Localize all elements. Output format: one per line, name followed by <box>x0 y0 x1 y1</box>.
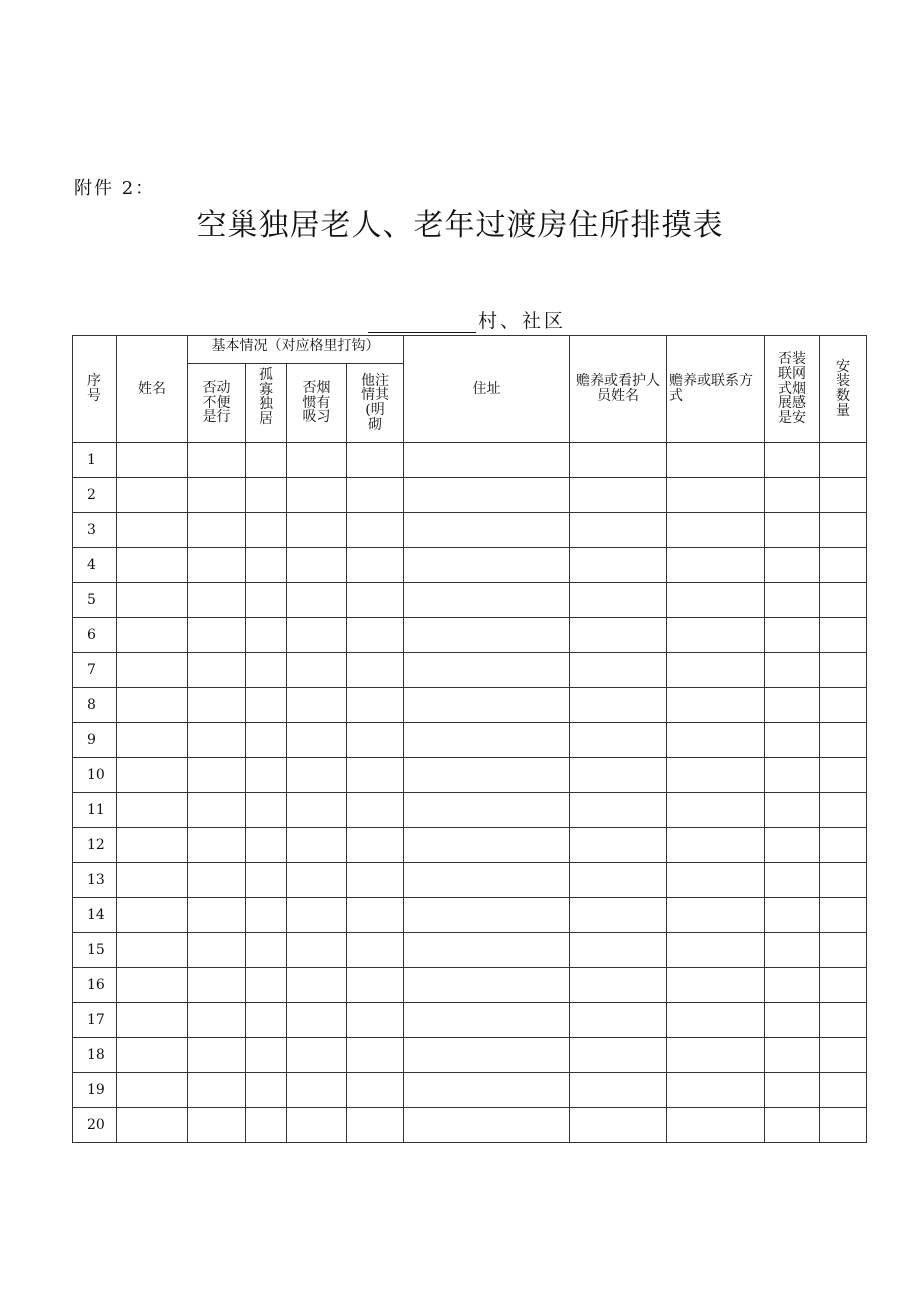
table-cell[interactable] <box>570 968 667 1003</box>
table-cell[interactable] <box>347 548 404 583</box>
header-address: 住址 <box>404 336 570 443</box>
row-number: 13 <box>73 863 117 898</box>
table-cell[interactable] <box>117 968 188 1003</box>
table-cell[interactable] <box>765 618 820 653</box>
table-cell[interactable] <box>188 548 246 583</box>
table-cell[interactable] <box>404 653 570 688</box>
table-cell[interactable] <box>570 618 667 653</box>
table-cell[interactable] <box>820 688 867 723</box>
table-cell[interactable] <box>246 828 287 863</box>
table-row <box>73 828 867 863</box>
table-row <box>73 758 867 793</box>
table-cell[interactable] <box>667 443 765 478</box>
table-cell[interactable] <box>820 968 867 1003</box>
table-cell[interactable] <box>287 968 347 1003</box>
header-other: 他注情其(明砌 <box>347 364 404 443</box>
table-cell[interactable] <box>820 653 867 688</box>
table-cell[interactable] <box>347 933 404 968</box>
table-cell[interactable] <box>188 513 246 548</box>
row-number: 18 <box>73 1038 117 1073</box>
row-number: 2 <box>73 478 117 513</box>
table-cell[interactable] <box>404 828 570 863</box>
table-cell[interactable] <box>117 653 188 688</box>
table-cell[interactable] <box>246 443 287 478</box>
table-cell[interactable] <box>404 618 570 653</box>
table-cell[interactable] <box>347 898 404 933</box>
table-cell[interactable] <box>287 548 347 583</box>
table-cell[interactable] <box>287 583 347 618</box>
table-cell[interactable] <box>188 443 246 478</box>
table-cell[interactable] <box>667 1108 765 1143</box>
table-cell[interactable] <box>404 1038 570 1073</box>
table-row <box>73 1073 867 1108</box>
table-cell[interactable] <box>570 723 667 758</box>
table-row <box>73 723 867 758</box>
table-cell[interactable] <box>347 1108 404 1143</box>
row-number: 6 <box>73 618 117 653</box>
table-row <box>73 863 867 898</box>
table-cell[interactable] <box>667 478 765 513</box>
table-cell[interactable] <box>188 653 246 688</box>
table-cell[interactable] <box>246 548 287 583</box>
table-cell[interactable] <box>117 863 188 898</box>
table-cell[interactable] <box>188 1038 246 1073</box>
row-number: 19 <box>73 1073 117 1108</box>
table-cell[interactable] <box>287 1038 347 1073</box>
table-cell[interactable] <box>347 618 404 653</box>
table-cell[interactable] <box>188 793 246 828</box>
table-cell[interactable] <box>404 758 570 793</box>
table-cell[interactable] <box>570 548 667 583</box>
table-cell[interactable] <box>765 723 820 758</box>
table-cell[interactable] <box>765 863 820 898</box>
row-number: 5 <box>73 583 117 618</box>
table-cell[interactable] <box>667 513 765 548</box>
table-cell[interactable] <box>667 828 765 863</box>
table-cell[interactable] <box>246 1073 287 1108</box>
header-smoking: 否烟惯有吸习 <box>287 364 347 443</box>
table-cell[interactable] <box>404 723 570 758</box>
table-cell[interactable] <box>246 898 287 933</box>
table-cell[interactable] <box>404 1073 570 1108</box>
table-cell[interactable] <box>570 653 667 688</box>
table-cell[interactable] <box>117 898 188 933</box>
table-cell[interactable] <box>765 583 820 618</box>
header-name: 姓名 <box>117 336 188 443</box>
row-number: 7 <box>73 653 117 688</box>
table-cell[interactable] <box>765 688 820 723</box>
table-cell[interactable] <box>347 478 404 513</box>
table-cell[interactable] <box>765 968 820 1003</box>
page-title: 空巢独居老人、老年过渡房住所排摸表 <box>196 208 724 243</box>
table-cell[interactable] <box>347 583 404 618</box>
row-number: 11 <box>73 793 117 828</box>
table-cell[interactable] <box>570 793 667 828</box>
table-cell[interactable] <box>820 1108 867 1143</box>
table-row <box>73 1003 867 1038</box>
table-cell[interactable] <box>820 513 867 548</box>
table-cell[interactable] <box>287 723 347 758</box>
table-cell[interactable] <box>667 863 765 898</box>
row-number: 4 <box>73 548 117 583</box>
table-cell[interactable] <box>570 933 667 968</box>
table-row <box>73 898 867 933</box>
table-cell[interactable] <box>404 1108 570 1143</box>
table-row <box>73 688 867 723</box>
row-number: 8 <box>73 688 117 723</box>
table-cell[interactable] <box>347 793 404 828</box>
header-mobility: 否动不便是行 <box>188 364 246 443</box>
table-cell[interactable] <box>570 1003 667 1038</box>
table-cell[interactable] <box>570 478 667 513</box>
table-cell[interactable] <box>570 443 667 478</box>
table-cell[interactable] <box>820 478 867 513</box>
table-cell[interactable] <box>117 443 188 478</box>
table-cell[interactable] <box>287 513 347 548</box>
table-cell[interactable] <box>820 618 867 653</box>
table-cell[interactable] <box>287 793 347 828</box>
table-cell[interactable] <box>188 968 246 1003</box>
table-cell[interactable] <box>117 828 188 863</box>
table-cell[interactable] <box>404 1003 570 1038</box>
table-cell[interactable] <box>246 583 287 618</box>
table-cell[interactable] <box>246 723 287 758</box>
table-cell[interactable] <box>347 513 404 548</box>
table-cell[interactable] <box>117 478 188 513</box>
table-cell[interactable] <box>117 793 188 828</box>
row-number: 16 <box>73 968 117 1003</box>
table-row <box>73 653 867 688</box>
row-number: 9 <box>73 723 117 758</box>
header-contact: 赡养或联系方式 <box>667 336 765 443</box>
table-cell[interactable] <box>347 443 404 478</box>
table-cell[interactable] <box>667 723 765 758</box>
table-cell[interactable] <box>820 828 867 863</box>
table-cell[interactable] <box>820 443 867 478</box>
table-cell[interactable] <box>347 1038 404 1073</box>
table-cell[interactable] <box>246 513 287 548</box>
table-cell[interactable] <box>117 1003 188 1038</box>
table-cell[interactable] <box>765 1108 820 1143</box>
attachment-label: 附件 2： <box>74 178 156 199</box>
table-cell[interactable] <box>765 828 820 863</box>
table-cell[interactable] <box>570 1108 667 1143</box>
table-cell[interactable] <box>667 758 765 793</box>
table-cell[interactable] <box>404 863 570 898</box>
table-cell[interactable] <box>820 1038 867 1073</box>
table-cell[interactable] <box>667 1073 765 1108</box>
table-cell[interactable] <box>246 653 287 688</box>
row-number: 17 <box>73 1003 117 1038</box>
table-cell[interactable] <box>765 933 820 968</box>
table-cell[interactable] <box>188 1073 246 1108</box>
table-cell[interactable] <box>287 688 347 723</box>
table-cell[interactable] <box>667 688 765 723</box>
table-cell[interactable] <box>117 688 188 723</box>
table-cell[interactable] <box>117 1073 188 1108</box>
table-cell[interactable] <box>117 933 188 968</box>
table-cell[interactable] <box>765 1038 820 1073</box>
row-number: 20 <box>73 1108 117 1143</box>
table-cell[interactable] <box>188 723 246 758</box>
table-cell[interactable] <box>820 933 867 968</box>
header-caregiver: 赡养或看护人员姓名 <box>570 336 667 443</box>
table-row <box>73 793 867 828</box>
table-cell[interactable] <box>246 688 287 723</box>
table-cell[interactable] <box>246 758 287 793</box>
table-cell[interactable] <box>287 828 347 863</box>
table-cell[interactable] <box>667 968 765 1003</box>
table-cell[interactable] <box>287 618 347 653</box>
table-cell[interactable] <box>820 758 867 793</box>
table-cell[interactable] <box>246 478 287 513</box>
table-row <box>73 1108 867 1143</box>
table-cell[interactable] <box>765 1073 820 1108</box>
table-cell[interactable] <box>404 898 570 933</box>
table-cell[interactable] <box>667 933 765 968</box>
table-cell[interactable] <box>667 583 765 618</box>
table-cell[interactable] <box>188 1108 246 1143</box>
row-number: 1 <box>73 443 117 478</box>
table-cell[interactable] <box>820 793 867 828</box>
table-cell[interactable] <box>287 758 347 793</box>
table-cell[interactable] <box>347 1073 404 1108</box>
table-cell[interactable] <box>570 688 667 723</box>
table-cell[interactable] <box>117 548 188 583</box>
table-cell[interactable] <box>246 968 287 1003</box>
table-cell[interactable] <box>287 1003 347 1038</box>
table-cell[interactable] <box>188 478 246 513</box>
table-cell[interactable] <box>117 1038 188 1073</box>
table-cell[interactable] <box>287 933 347 968</box>
table-cell[interactable] <box>404 968 570 1003</box>
table-cell[interactable] <box>404 583 570 618</box>
table-cell[interactable] <box>570 1038 667 1073</box>
row-number: 12 <box>73 828 117 863</box>
table-cell[interactable] <box>246 1108 287 1143</box>
header-basic-group: 基本情况（对应格里打钩） <box>188 336 404 364</box>
table-cell[interactable] <box>246 863 287 898</box>
village-blank[interactable] <box>368 312 476 333</box>
table-cell[interactable] <box>765 443 820 478</box>
table-cell[interactable] <box>570 758 667 793</box>
table-row <box>73 478 867 513</box>
table-row <box>73 583 867 618</box>
table-cell[interactable] <box>287 1108 347 1143</box>
header-index: 序号 <box>73 336 117 443</box>
table-cell[interactable] <box>404 688 570 723</box>
table-cell[interactable] <box>765 1003 820 1038</box>
table-cell[interactable] <box>820 1073 867 1108</box>
table-cell[interactable] <box>765 478 820 513</box>
header-alone: 孤寡独居 <box>246 364 287 443</box>
table-cell[interactable] <box>404 548 570 583</box>
table-cell[interactable] <box>667 898 765 933</box>
row-number: 10 <box>73 758 117 793</box>
header-install-count: 安装数量 <box>820 336 867 443</box>
table-cell[interactable] <box>667 548 765 583</box>
table-cell[interactable] <box>820 898 867 933</box>
table-row <box>73 933 867 968</box>
table-cell[interactable] <box>667 793 765 828</box>
table-cell[interactable] <box>765 548 820 583</box>
table-cell[interactable] <box>188 933 246 968</box>
table-cell[interactable] <box>246 1003 287 1038</box>
table-cell[interactable] <box>287 653 347 688</box>
village-line <box>368 306 566 333</box>
table-cell[interactable] <box>188 758 246 793</box>
table-cell[interactable] <box>570 583 667 618</box>
table-cell[interactable] <box>188 1003 246 1038</box>
table-cell[interactable] <box>117 723 188 758</box>
table-cell[interactable] <box>287 898 347 933</box>
table-row <box>73 968 867 1003</box>
header-smoke-alarm: 否装联网式烟展感是安 <box>765 336 820 443</box>
table-cell[interactable] <box>246 933 287 968</box>
table-cell[interactable] <box>287 863 347 898</box>
table-cell[interactable] <box>667 1038 765 1073</box>
table-cell[interactable] <box>667 618 765 653</box>
table-cell[interactable] <box>765 793 820 828</box>
table-row <box>73 618 867 653</box>
table-cell[interactable] <box>188 688 246 723</box>
table-cell[interactable] <box>570 513 667 548</box>
survey-table <box>72 335 867 1143</box>
village-suffix: 村、社区 <box>478 310 567 332</box>
table-cell[interactable] <box>246 793 287 828</box>
table-cell[interactable] <box>117 1108 188 1143</box>
table-cell[interactable] <box>404 478 570 513</box>
table-cell[interactable] <box>765 898 820 933</box>
table-cell[interactable] <box>347 723 404 758</box>
table-cell[interactable] <box>287 443 347 478</box>
table-cell[interactable] <box>188 828 246 863</box>
table-cell[interactable] <box>820 583 867 618</box>
table-cell[interactable] <box>820 1003 867 1038</box>
table-cell[interactable] <box>570 1073 667 1108</box>
table-cell[interactable] <box>188 618 246 653</box>
table-cell[interactable] <box>404 933 570 968</box>
table-cell[interactable] <box>820 863 867 898</box>
table-cell[interactable] <box>246 618 287 653</box>
table-cell[interactable] <box>820 723 867 758</box>
table-cell[interactable] <box>667 653 765 688</box>
table-cell[interactable] <box>570 898 667 933</box>
table-cell[interactable] <box>347 1003 404 1038</box>
table-cell[interactable] <box>820 548 867 583</box>
table-cell[interactable] <box>765 653 820 688</box>
table-cell[interactable] <box>287 1073 347 1108</box>
row-number: 15 <box>73 933 117 968</box>
table-cell[interactable] <box>246 1038 287 1073</box>
table-cell[interactable] <box>765 513 820 548</box>
table-row <box>73 443 867 478</box>
table-row <box>73 548 867 583</box>
table-cell[interactable] <box>188 898 246 933</box>
table-cell[interactable] <box>347 968 404 1003</box>
table-cell[interactable] <box>347 828 404 863</box>
table-cell[interactable] <box>347 863 404 898</box>
table-cell[interactable] <box>404 443 570 478</box>
table-cell[interactable] <box>667 1003 765 1038</box>
table-cell[interactable] <box>117 758 188 793</box>
row-number: 3 <box>73 513 117 548</box>
table-cell[interactable] <box>188 583 246 618</box>
table-cell[interactable] <box>188 863 246 898</box>
table-cell[interactable] <box>117 618 188 653</box>
row-number: 14 <box>73 898 117 933</box>
table-cell[interactable] <box>287 478 347 513</box>
table-cell[interactable] <box>347 653 404 688</box>
table-cell[interactable] <box>117 513 188 548</box>
table-cell[interactable] <box>570 828 667 863</box>
table-cell[interactable] <box>404 513 570 548</box>
table-row <box>73 513 867 548</box>
table-cell[interactable] <box>765 758 820 793</box>
table-row <box>73 1038 867 1073</box>
table-cell[interactable] <box>570 863 667 898</box>
table-cell[interactable] <box>404 793 570 828</box>
table-cell[interactable] <box>117 583 188 618</box>
table-cell[interactable] <box>347 688 404 723</box>
table-cell[interactable] <box>347 758 404 793</box>
